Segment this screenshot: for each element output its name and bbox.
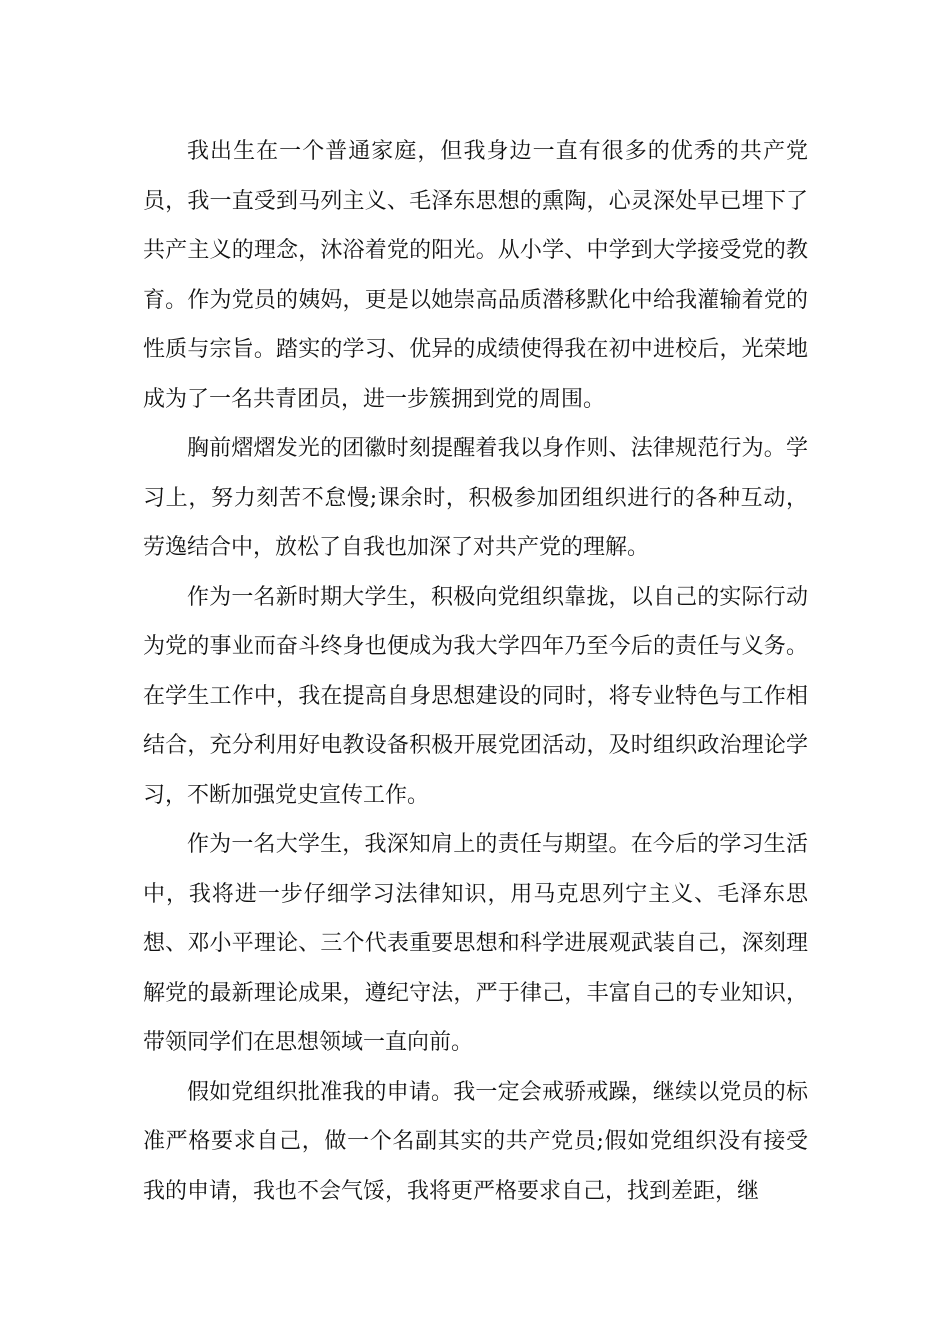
paragraph-5: 假如党组织批准我的申请。我一定会戒骄戒躁，继续以党员的标准严格要求自己，做一个名副其实的共产党员;假如党组织没有接受我的申请，我也不会气馁，我将更严格要求自己，找到差距，继: [143, 1079, 808, 1204]
paragraph-2: 胸前熠熠发光的团徽时刻提醒着我以身作则、法律规范行为。学习上，努力刻苦不怠慢;课余时，积极参加团组织进行的各种互动，劳逸结合中，放松了自我也加深了对共产党的理解。: [143, 436, 808, 560]
paragraph-4: 作为一名大学生，我深知肩上的责任与期望。在今后的学习生活中，我将进一步仔细学习法律知识，用马克思列宁主义、毛泽东思想、邓小平理论、三个代表重要思想和科学进展观武装自己，深刻理解党的最新理论成果，遵纪守法，严于律己，丰富自己的专业知识，带领同学们在思想领域一直向前。: [143, 832, 808, 1055]
paragraph-3: 作为一名新时期大学生，积极向党组织靠拢，以自己的实际行动为党的事业而奋斗终身也便成为我大学四年乃至今后的责任与义务。在学生工作中，我在提高自身思想建设的同时，将专业特色与工作相结合，充分利用好电教设备积极开展党团活动，及时组织政治理论学习，不断加强党史宣传工作。: [143, 584, 808, 808]
paragraph-1: 我出生在一个普通家庭，但我身边一直有很多的优秀的共产党员，我一直受到马列主义、毛泽东思想的熏陶，心灵深处早已埋下了共产主义的理念，沐浴着党的阳光。从小学、中学到大学接受党的教育。作为党员的姨妈，更是以她崇高品质潜移默化中给我灌输着党的性质与宗旨。踏实的学习、优异的成绩使得我在初中进校后，光荣地成为了一名共青团员，进一步簇拥到党的周围。: [143, 139, 808, 412]
document-body: [143, 127, 808, 1216]
